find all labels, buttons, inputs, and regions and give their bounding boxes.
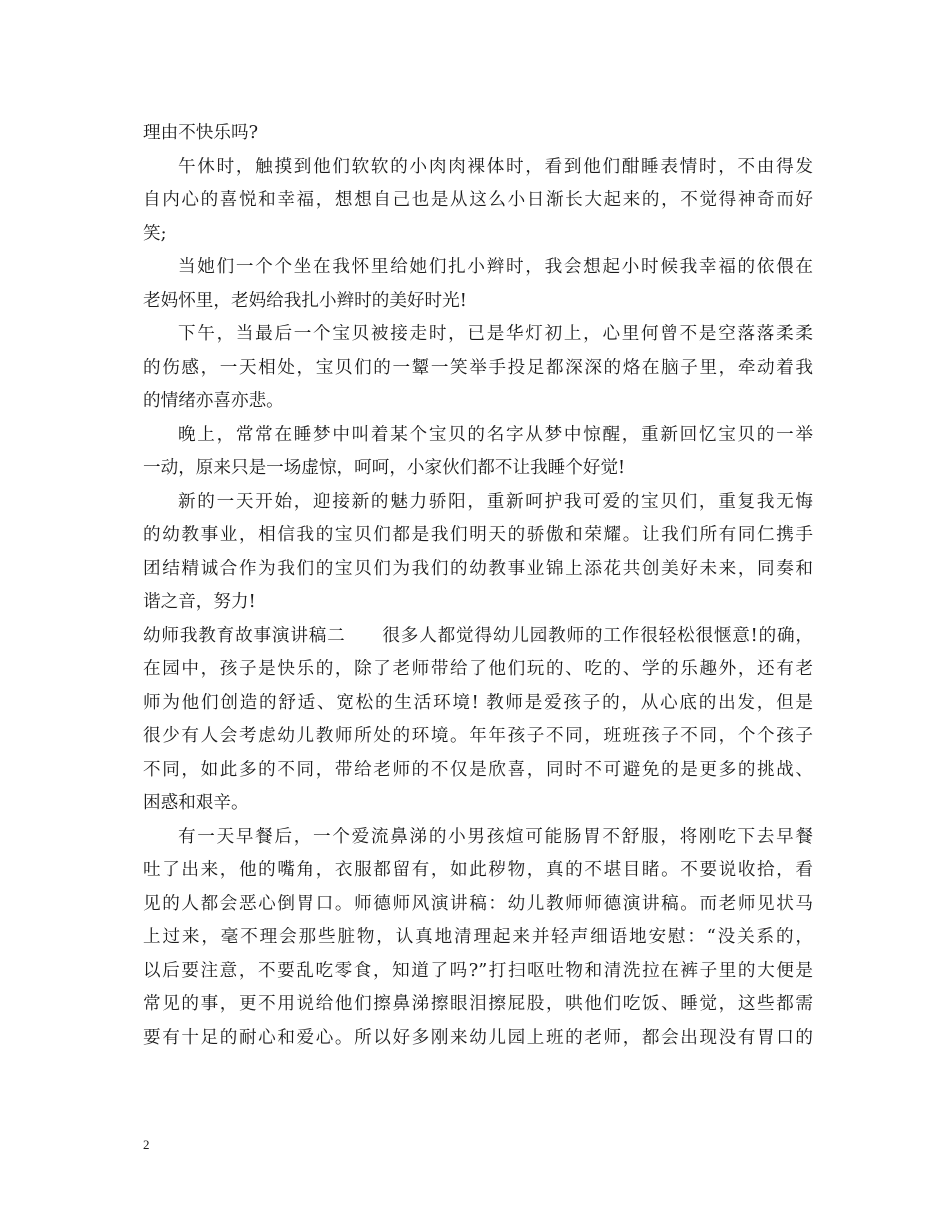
text-line: 的幼教事业，相信我的宝贝们都是我们明天的骄傲和荣耀。让我们所有同仁携手: [143, 525, 813, 545]
text-line: 在园中，孩子是快乐的，除了老师带给了他们玩的、吃的、学的乐趣外，还有老: [143, 659, 813, 679]
text-line: 师为他们创造的舒适、宽松的生活环境! 教师是爱孩子的，从心底的出发，但是: [143, 692, 813, 713]
text-line: 一动，原来只是一场虚惊，呵呵，小家伙们都不让我睡个好觉!: [143, 458, 626, 478]
text-line: 吐了出来，他的嘴角，衣服都留有，如此秽物，真的不堪目睹。不要说收拾，看: [143, 860, 813, 880]
text-line: 笑;: [143, 223, 167, 244]
text-line: 下午，当最后一个宝贝被接走时，已是华灯初上，心里何曾不是空落落柔柔: [178, 324, 813, 344]
text-line: 谐之音，努力!: [143, 592, 256, 612]
document-body: [143, 117, 813, 1055]
text-line: 有一天早餐后，一个爱流鼻涕的小男孩煊可能肠胃不舒服，将刚吃下去早餐: [178, 826, 813, 847]
text-line: 自内心的喜悦和幸福，想想自己也是从这么小日渐长大起来的，不觉得神奇而好: [143, 190, 813, 210]
text-line: 的伤感，一天相处，宝贝们的一颦一笑举手投足都深深的烙在脑子里，牵动着我: [143, 357, 813, 378]
text-line: 当她们一个个坐在我怀里给她们扎小辫时，我会想起小时候我幸福的依偎在: [178, 257, 813, 277]
text-line: 上过来，毫不理会那些脏物，认真地清理起来并轻声细语地安慰：“没关系的，: [143, 927, 813, 947]
text-line: 困惑和艰辛。: [143, 793, 249, 813]
text-line: 不同，如此多的不同，带给老师的不仅是欣喜，同时不可避免的是更多的挑战、: [143, 759, 813, 780]
text-line: 午休时，触摸到他们软软的小肉肉裸体时，看到他们酣睡表情时，不由得发: [178, 156, 813, 177]
text-line: 老妈怀里，老妈给我扎小辫时的美好时光!: [143, 290, 467, 311]
text-line: 要有十足的耐心和爱心。所以好多刚来幼儿园上班的老师，都会出现没有胃口的: [143, 1027, 813, 1048]
text-line: 的情绪亦喜亦悲。: [143, 391, 284, 411]
text-line: 团结精诚合作为我们的宝贝们为我们的幼教事业锦上添花共创美好未来，同奏和: [143, 558, 813, 579]
text-line: 以后要注意，不要乱吃零食，知道了吗?”打扫呕吐物和清洗拉在裤子里的大便是: [143, 960, 813, 981]
text-line: 理由不快乐吗?: [143, 123, 258, 143]
text-line: 常见的事，更不用说给他们擦鼻涕擦眼泪擦屁股，哄他们吃饭、睡觉，这些都需: [143, 994, 813, 1014]
text-line: 晚上，常常在睡梦中叫着某个宝贝的名字从梦中惊醒，重新回忆宝贝的一举: [178, 424, 813, 445]
text-line: 新的一天开始，迎接新的魅力骄阳，重新呵护我可爱的宝贝们，重复我无悔: [178, 491, 813, 512]
page-number: 2: [143, 1137, 150, 1152]
text-line: 幼师我教育故事演讲稿二 很多人都觉得幼儿园教师的工作很轻松很惬意!的确，: [143, 625, 813, 646]
text-line: 很少有人会考虑幼儿教师所处的环境。年年孩子不同，班班孩子不同，个个孩子: [143, 726, 813, 746]
text-line: 见的人都会恶心倒胃口。师德师风演讲稿：幼儿教师师德演讲稿。而老师见状马: [143, 893, 813, 914]
